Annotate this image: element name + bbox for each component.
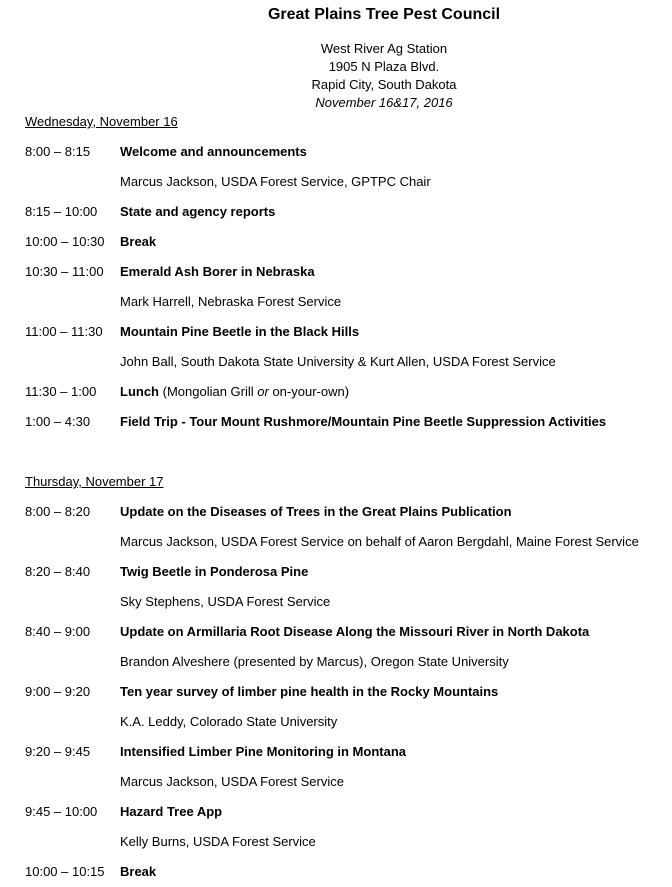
lunch-note-end: on-your-own) [268,384,350,399]
venue-name: West River Ag Station [320,41,448,56]
agenda-title: Update on Armillaria Root Disease Along the Missouri River in North Dakota [120,624,590,639]
agenda-title: Welcome and announcements [120,144,307,159]
agenda-title: Break [120,234,157,249]
lunch-note: (Mongolian Grill [159,384,258,399]
agenda-speaker: John Ball, South Dakota State University & Kurt Allen, USDA Forest Service [120,354,556,369]
agenda-title: Mountain Pine Beetle in the Black Hills [120,324,360,339]
agenda-speaker: K.A. Leddy, Colorado State University [120,714,338,729]
agenda-title: Hazard Tree App [120,804,223,819]
agenda-title: Break [120,864,157,879]
agenda-speaker: Marcus Jackson, USDA Forest Service, GPTPC Chair [120,174,431,189]
agenda-time: 9:45 – 10:00 [25,804,98,819]
agenda-title: Field Trip - Tour Mount Rushmore/Mountain Pine Beetle Suppression Activities [120,414,607,429]
agenda-speaker: Marcus Jackson, USDA Forest Service [120,774,344,789]
agenda-time: 8:40 – 9:00 [25,624,91,639]
lunch-label: Lunch [120,384,159,399]
event-dates: November 16&17, 2016 [315,95,453,110]
agenda-speaker: Marcus Jackson, USDA Forest Service on behalf of Aaron Bergdahl, Maine Forest Service [120,534,639,549]
agenda-title [120,384,349,399]
agenda-time: 1:00 – 4:30 [25,414,91,429]
day1-heading: Wednesday, November 16 [25,114,178,129]
agenda-time: 11:00 – 11:30 [25,324,103,339]
agenda-speaker: Mark Harrell, Nebraska Forest Service [120,294,342,309]
agenda-title: Update on the Diseases of Trees in the Great Plains Publication [120,504,512,519]
agenda-time: 8:00 – 8:20 [25,504,91,519]
agenda-time: 8:00 – 8:15 [25,144,91,159]
agenda-title: Emerald Ash Borer in Nebraska [120,264,315,279]
agenda-speaker: Kelly Burns, USDA Forest Service [120,834,316,849]
day2-heading: Thursday, November 17 [25,474,164,489]
agenda-time: 9:20 – 9:45 [25,744,91,759]
agenda-time: 9:00 – 9:20 [25,684,91,699]
agenda-title: State and agency reports [120,204,276,219]
agenda-time: 8:20 – 8:40 [25,564,91,579]
agenda-title: Twig Beetle in Ponderosa Pine [120,564,309,579]
agenda-time: 10:00 – 10:30 [25,234,105,249]
agenda-title: Intensified Limber Pine Monitoring in Montana [120,744,406,759]
agenda-time: 10:30 – 11:00 [25,264,104,279]
agenda-time: 8:15 – 10:00 [25,204,98,219]
lunch-note-or: or [257,384,269,399]
agenda-speaker: Sky Stephens, USDA Forest Service [120,594,331,609]
agenda-time: 10:00 – 10:15 [25,864,105,879]
agenda-speaker: Brandon Alveshere (presented by Marcus), Oregon State University [120,654,509,669]
venue-city: Rapid City, South Dakota [311,77,457,92]
agenda-time: 11:30 – 1:00 [25,384,97,399]
agenda-title: Ten year survey of limber pine health in the Rocky Mountains [120,684,499,699]
venue-street: 1905 N Plaza Blvd. [328,59,440,74]
page-title: Great Plains Tree Pest Council [267,6,501,23]
